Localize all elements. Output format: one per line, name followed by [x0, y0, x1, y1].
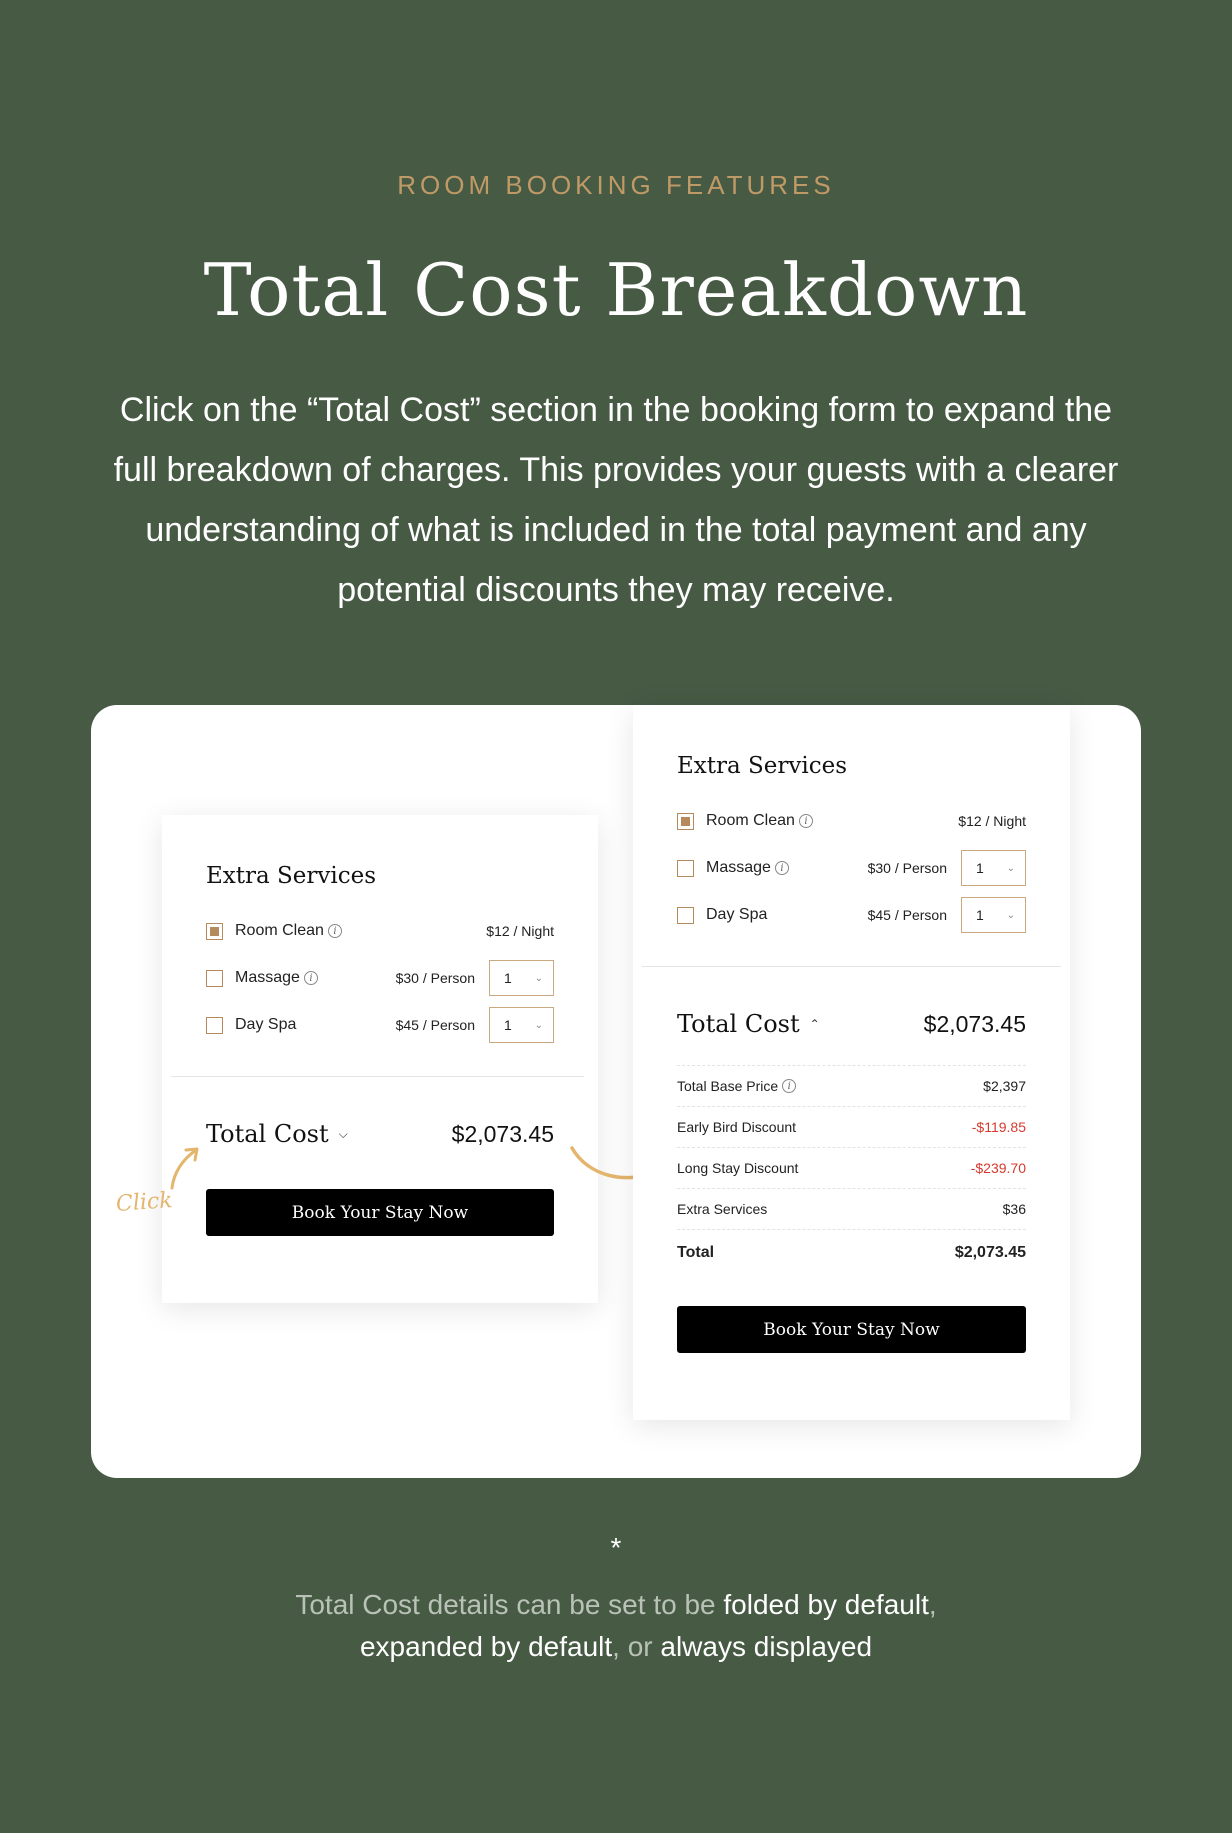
day-spa-quantity-select[interactable]: 1 ⌄ — [489, 1007, 554, 1043]
section-eyebrow: ROOM BOOKING FEATURES — [397, 170, 835, 200]
footnote: Total Cost details can be set to be folded by default, expanded by default, or always displayed — [295, 1589, 937, 1662]
service-row-room-clean — [206, 913, 554, 949]
breakdown-row-early-bird: Early Bird Discount -$119.85 — [677, 1106, 1026, 1147]
service-name: Massage — [235, 969, 300, 986]
service-price: $12 / Night — [486, 923, 554, 939]
service-price: $45 / Person — [395, 1017, 475, 1033]
extra-services-title: Extra Services — [677, 753, 848, 779]
divider — [171, 1076, 584, 1077]
massage-checkbox[interactable] — [677, 860, 694, 877]
chevron-down-icon: ⌄ — [1006, 909, 1015, 921]
breakdown-row-base-price: Total Base Price i $2,397 — [677, 1065, 1026, 1106]
service-price: $30 / Person — [395, 970, 475, 986]
breakdown-value: -$119.85 — [971, 1119, 1026, 1135]
total-cost-label: Total Cost — [206, 1120, 329, 1148]
chevron-down-icon: ⌄ — [534, 1019, 543, 1031]
breakdown-row-total: Total $2,073.45 — [677, 1229, 1026, 1275]
chevron-down-icon: ⌄ — [534, 972, 543, 984]
day-spa-checkbox[interactable] — [206, 1017, 223, 1034]
day-spa-quantity-select[interactable]: 1 ⌄ — [961, 897, 1026, 933]
service-row-massage — [206, 960, 554, 996]
info-icon[interactable]: i — [328, 924, 342, 938]
book-stay-button[interactable]: Book Your Stay Now — [206, 1189, 554, 1236]
service-row-room-clean — [677, 803, 1026, 839]
page-title: Total Cost Breakdown — [203, 248, 1029, 332]
service-name: Day Spa — [706, 906, 768, 923]
info-icon[interactable]: i — [799, 814, 813, 828]
service-price: $30 / Person — [867, 860, 947, 876]
extra-services-title: Extra Services — [206, 863, 377, 889]
booking-form-expanded — [633, 705, 1070, 1420]
breakdown-row-long-stay: Long Stay Discount -$239.70 — [677, 1147, 1026, 1188]
chevron-down-icon: ⌄ — [1006, 862, 1015, 874]
service-row-massage — [677, 850, 1026, 886]
chevron-down-icon: ⌵ — [338, 1126, 348, 1141]
service-name: Room Clean — [235, 922, 324, 939]
service-name: Massage — [706, 859, 771, 876]
room-clean-checkbox[interactable] — [677, 813, 694, 830]
service-price: $45 / Person — [867, 907, 947, 923]
booking-form-collapsed — [162, 815, 598, 1303]
service-row-day-spa — [206, 1007, 554, 1043]
service-price: $12 / Night — [958, 813, 1026, 829]
breakdown-value: $2,397 — [983, 1078, 1026, 1094]
room-clean-checkbox[interactable] — [206, 923, 223, 940]
service-name: Room Clean — [706, 812, 795, 829]
breakdown-value: $36 — [1002, 1201, 1026, 1217]
total-cost-toggle[interactable] — [677, 1010, 1026, 1038]
total-cost-label: Total Cost — [677, 1010, 800, 1038]
total-cost-value: $2,073.45 — [451, 1120, 554, 1147]
massage-quantity-select[interactable]: 1 ⌄ — [489, 960, 554, 996]
curved-arrow-icon — [164, 1142, 208, 1192]
info-icon[interactable]: i — [304, 971, 318, 985]
total-cost-value: $2,073.45 — [923, 1010, 1026, 1037]
breakdown-total-value: $2,073.45 — [954, 1243, 1026, 1261]
breakdown-row-extra-services: Extra Services $36 — [677, 1188, 1026, 1229]
info-icon[interactable]: i — [775, 861, 789, 875]
info-icon[interactable]: i — [782, 1079, 796, 1093]
page-description: Click on the “Total Cost” section in the booking form to expand the full breakdown of charges. This provides your guests with a clearer understanding of what is included in the total payment and any potential discounts they may receive. — [113, 391, 1119, 609]
total-cost-toggle[interactable] — [206, 1120, 554, 1148]
massage-checkbox[interactable] — [206, 970, 223, 987]
day-spa-checkbox[interactable] — [677, 907, 694, 924]
book-stay-button[interactable]: Book Your Stay Now — [677, 1306, 1026, 1353]
service-row-day-spa — [677, 897, 1026, 933]
footnote-asterisk: * — [610, 1532, 622, 1563]
divider — [642, 966, 1061, 967]
click-annotation: Click — [115, 1188, 174, 1217]
massage-quantity-select[interactable]: 1 ⌄ — [961, 850, 1026, 886]
chevron-up-icon: ⌃ — [809, 1017, 820, 1031]
breakdown-value: -$239.70 — [970, 1160, 1026, 1176]
service-name: Day Spa — [235, 1016, 297, 1033]
